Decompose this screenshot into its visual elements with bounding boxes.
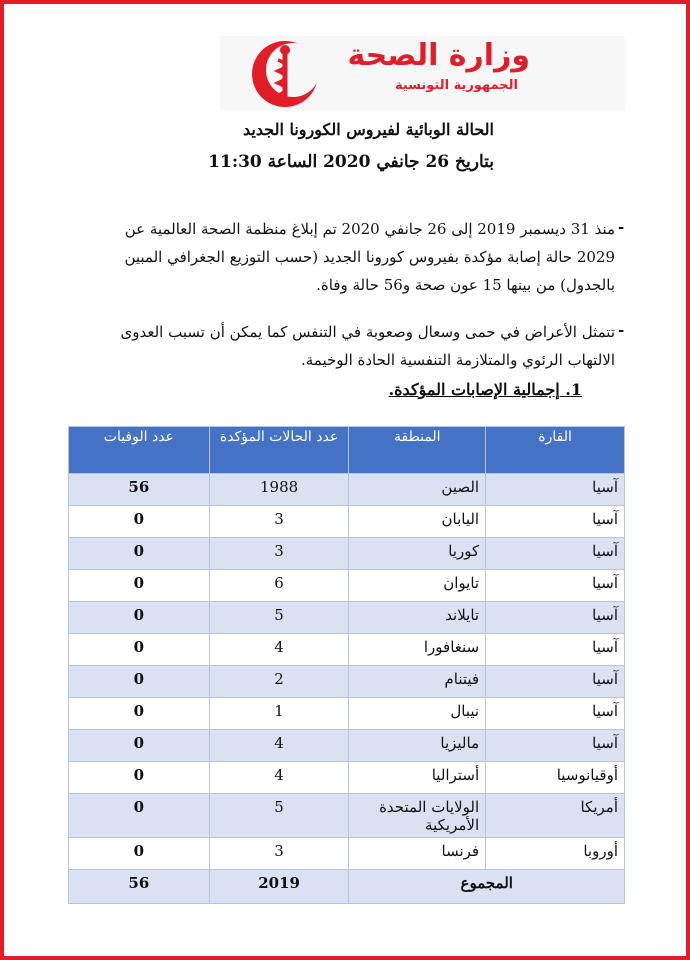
cell-deaths: 0 (69, 506, 210, 538)
cell-continent: آسيا (486, 634, 625, 666)
cell-region: فيتنام (349, 666, 486, 698)
cell-deaths: 0 (69, 838, 210, 870)
cell-region: نيبال (349, 698, 486, 730)
cell-confirmed: 4 (209, 730, 349, 762)
cell-confirmed: 2 (209, 666, 349, 698)
cell-continent: آسيا (486, 506, 625, 538)
cell-deaths: 0 (69, 730, 210, 762)
cell-region: الصين (349, 474, 486, 506)
cell-confirmed: 4 (209, 634, 349, 666)
column-header-deaths: عدد الوفيات (69, 427, 210, 474)
cell-confirmed: 6 (209, 570, 349, 602)
section-number: 1. (565, 380, 582, 399)
bullet-dash: - (618, 218, 625, 236)
cell-continent: آسيا (486, 570, 625, 602)
cell-deaths: 0 (69, 666, 210, 698)
cell-confirmed: 3 (209, 506, 349, 538)
cell-region: سنغافورا (349, 634, 486, 666)
cell-region: الولايات المتحدة الأمريكية (349, 794, 486, 838)
cell-confirmed: 3 (209, 538, 349, 570)
cell-confirmed: 5 (209, 602, 349, 634)
cell-region: أستراليا (349, 762, 486, 794)
total-label: المجموع (349, 870, 625, 904)
cell-confirmed: 3 (209, 838, 349, 870)
cell-continent: أمريكا (486, 794, 625, 838)
cell-deaths: 0 (69, 538, 210, 570)
paragraph-reports: منذ 31 ديسمبر 2019 إلى 26 جانفي 2020 تم إبلاغ منظمة الصحة العالمية عن 2029 حالة إصابة مؤكدة بفيروس كورونا الجديد (حسب التوزيع الجغرافي المبين بالجدول) من بينها 15 عون صحة و56 حالة وفاة. (124, 220, 615, 294)
cell-region: فرنسا (349, 838, 486, 870)
section-title-text: إجمالية الإصابات المؤكدة. (388, 380, 560, 399)
cell-continent: آسيا (486, 730, 625, 762)
cell-continent: آسيا (486, 538, 625, 570)
bullet-dash: - (618, 321, 625, 339)
column-header-confirmed: عدد الحالات المؤكدة (209, 427, 349, 474)
document-title: الحالة الوبائية لفيروس الكورونا الجديد (242, 120, 494, 139)
cell-continent: أوروبا (486, 838, 625, 870)
ministry-name: وزارة الصحة (347, 38, 530, 73)
cell-continent: آسيا (486, 666, 625, 698)
cell-region: ماليزيا (349, 730, 486, 762)
cell-region: كوريا (349, 538, 486, 570)
cell-region: اليابان (349, 506, 486, 538)
cell-deaths: 0 (69, 762, 210, 794)
total-deaths: 56 (69, 870, 210, 904)
cell-deaths: 0 (69, 570, 210, 602)
column-header-continent: القارة (486, 427, 625, 474)
paragraph-symptoms: تتمثل الأعراض في حمى وسعال وصعوبة في التنفس كما يمكن أن تسبب العدوى الالتهاب الرئوي والمتلازمة التنفسية الحادة الوخيمة. (120, 323, 615, 369)
cell-region: تايلاند (349, 602, 486, 634)
cell-deaths: 0 (69, 634, 210, 666)
cell-deaths: 0 (69, 794, 210, 838)
total-confirmed: 2019 (209, 870, 349, 904)
republic-name: الجمهورية التونسية (394, 78, 518, 93)
cell-continent: أوقيانوسيا (486, 762, 625, 794)
column-header-region: المنطقة (349, 427, 486, 474)
cell-deaths: 56 (69, 474, 210, 506)
cell-confirmed: 1 (209, 698, 349, 730)
cell-region: تايوان (349, 570, 486, 602)
cell-deaths: 0 (69, 602, 210, 634)
cell-continent: آسيا (486, 474, 625, 506)
document-date: بتاريخ 26 جانفي 2020 الساعة 11:30 (208, 152, 494, 172)
cell-deaths: 0 (69, 698, 210, 730)
cell-confirmed: 4 (209, 762, 349, 794)
cell-continent: آسيا (486, 698, 625, 730)
cell-confirmed: 5 (209, 794, 349, 838)
cell-confirmed: 1988 (209, 474, 349, 506)
cell-continent: آسيا (486, 602, 625, 634)
